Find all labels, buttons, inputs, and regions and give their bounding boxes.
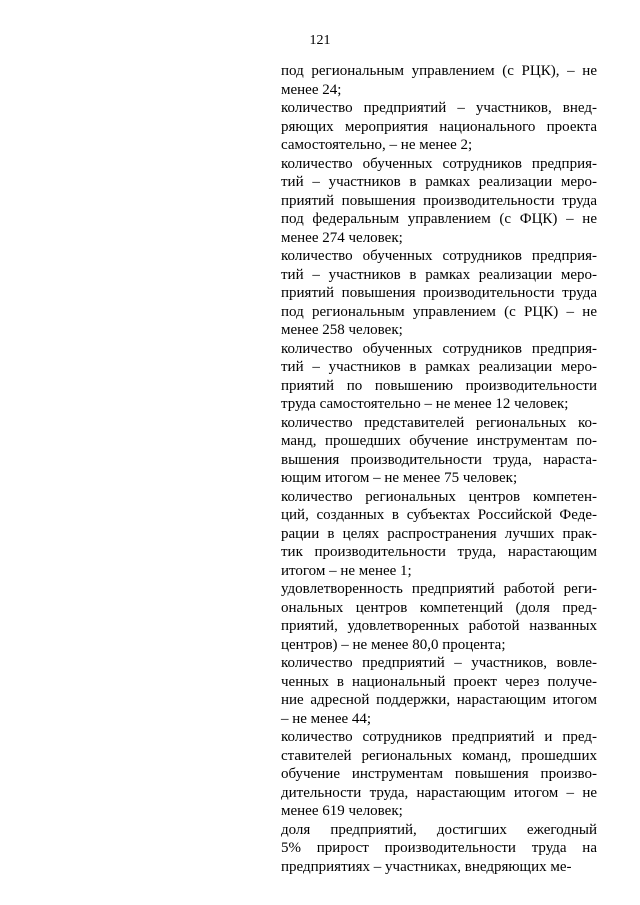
text-line: менее 24; — [281, 81, 342, 98]
text-line: ций, созданных в субъектах Российской Феде- — [281, 507, 597, 523]
text-line: центров) – не менее 80,0 процента; — [281, 636, 506, 653]
paragraph — [281, 654, 597, 728]
text-line: тий – участников в рамках реализации меро- — [281, 359, 597, 375]
paragraph — [281, 488, 597, 581]
text-line: количество региональных центров компетен- — [281, 488, 597, 505]
text-line: под региональным управлением (с РЦК) – не — [281, 303, 597, 320]
text-line: приятий по повышению производительности — [281, 377, 597, 394]
text-line: ние адресной поддержки, нарастающим итогом — [281, 692, 597, 708]
text-line: количество обученных сотрудников предприя- — [281, 340, 597, 357]
text-line: 5% прирост производительности труда на — [281, 840, 597, 856]
text-line: приятий повышения производительности труда — [281, 285, 597, 301]
text-line: менее 258 человек; — [281, 322, 403, 338]
text-line: под региональным управлением (с РЦК), – не — [281, 63, 597, 79]
paragraph — [281, 247, 597, 340]
text-line: количество предприятий – участников, внед- — [281, 100, 597, 116]
text-line: ющим итогом – не менее 75 человек; — [281, 470, 518, 486]
paragraph — [281, 155, 597, 248]
text-line: ряющих мероприятия национального проекта — [281, 118, 597, 135]
text-line: манд, прошедших обучение инструментам по- — [281, 433, 597, 449]
text-line: ченных в национальный проект через получе- — [281, 673, 597, 690]
text-line: доля предприятий, достигших ежегодный — [281, 821, 597, 838]
paragraph — [281, 414, 597, 488]
text-line: итогом – не менее 1; — [281, 562, 412, 579]
text-line: труда самостоятельно – не менее 12 человек; — [281, 396, 569, 412]
text-line: предприятиях – участниках, внедряющих ме- — [281, 858, 572, 875]
paragraph — [281, 99, 597, 155]
text-line: количество сотрудников предприятий и пред- — [281, 729, 597, 745]
text-line: приятий, удовлетворенных работой названных — [281, 618, 597, 634]
paragraph — [281, 340, 597, 414]
text-line: количество обученных сотрудников предприя- — [281, 155, 597, 172]
text-line: менее 274 человек; — [281, 229, 403, 246]
body-text — [281, 62, 597, 876]
paragraph — [281, 62, 597, 99]
text-line: удовлетворенность предприятий работой реги- — [281, 581, 597, 597]
paragraph — [281, 728, 597, 821]
text-line: количество предприятий – участников, вовле- — [281, 655, 597, 671]
text-line: менее 619 человек; — [281, 803, 403, 819]
paragraph — [281, 580, 597, 654]
text-line: – не менее 44; — [281, 710, 372, 727]
page-number: 121 — [309, 33, 331, 48]
text-line: количество обученных сотрудников предприя- — [281, 248, 597, 264]
text-line: дительности труда, нарастающим итогом – не — [281, 784, 597, 801]
text-line: под федеральным управлением (с ФЦК) – не — [281, 211, 597, 227]
text-line: приятий повышения производительности труда — [281, 192, 597, 209]
text-line: тик производительности труда, нарастающим — [281, 544, 597, 560]
text-line: вышения производительности труда, нараста- — [281, 451, 597, 468]
paragraph — [281, 821, 597, 877]
text-line: количество представителей региональных ко- — [281, 414, 597, 431]
text-line: ональных центров компетенций (доля пред- — [281, 599, 597, 616]
text-line: тий – участников в рамках реализации меро- — [281, 266, 597, 283]
text-line: тий – участников в рамках реализации меро- — [281, 174, 597, 190]
text-line: ставителей региональных команд, прошедших — [281, 747, 597, 764]
text-line: рации в целях распространения лучших прак- — [281, 525, 597, 542]
text-line: обучение инструментам повышения произво- — [281, 766, 597, 782]
text-line: самостоятельно, – не менее 2; — [281, 137, 473, 153]
